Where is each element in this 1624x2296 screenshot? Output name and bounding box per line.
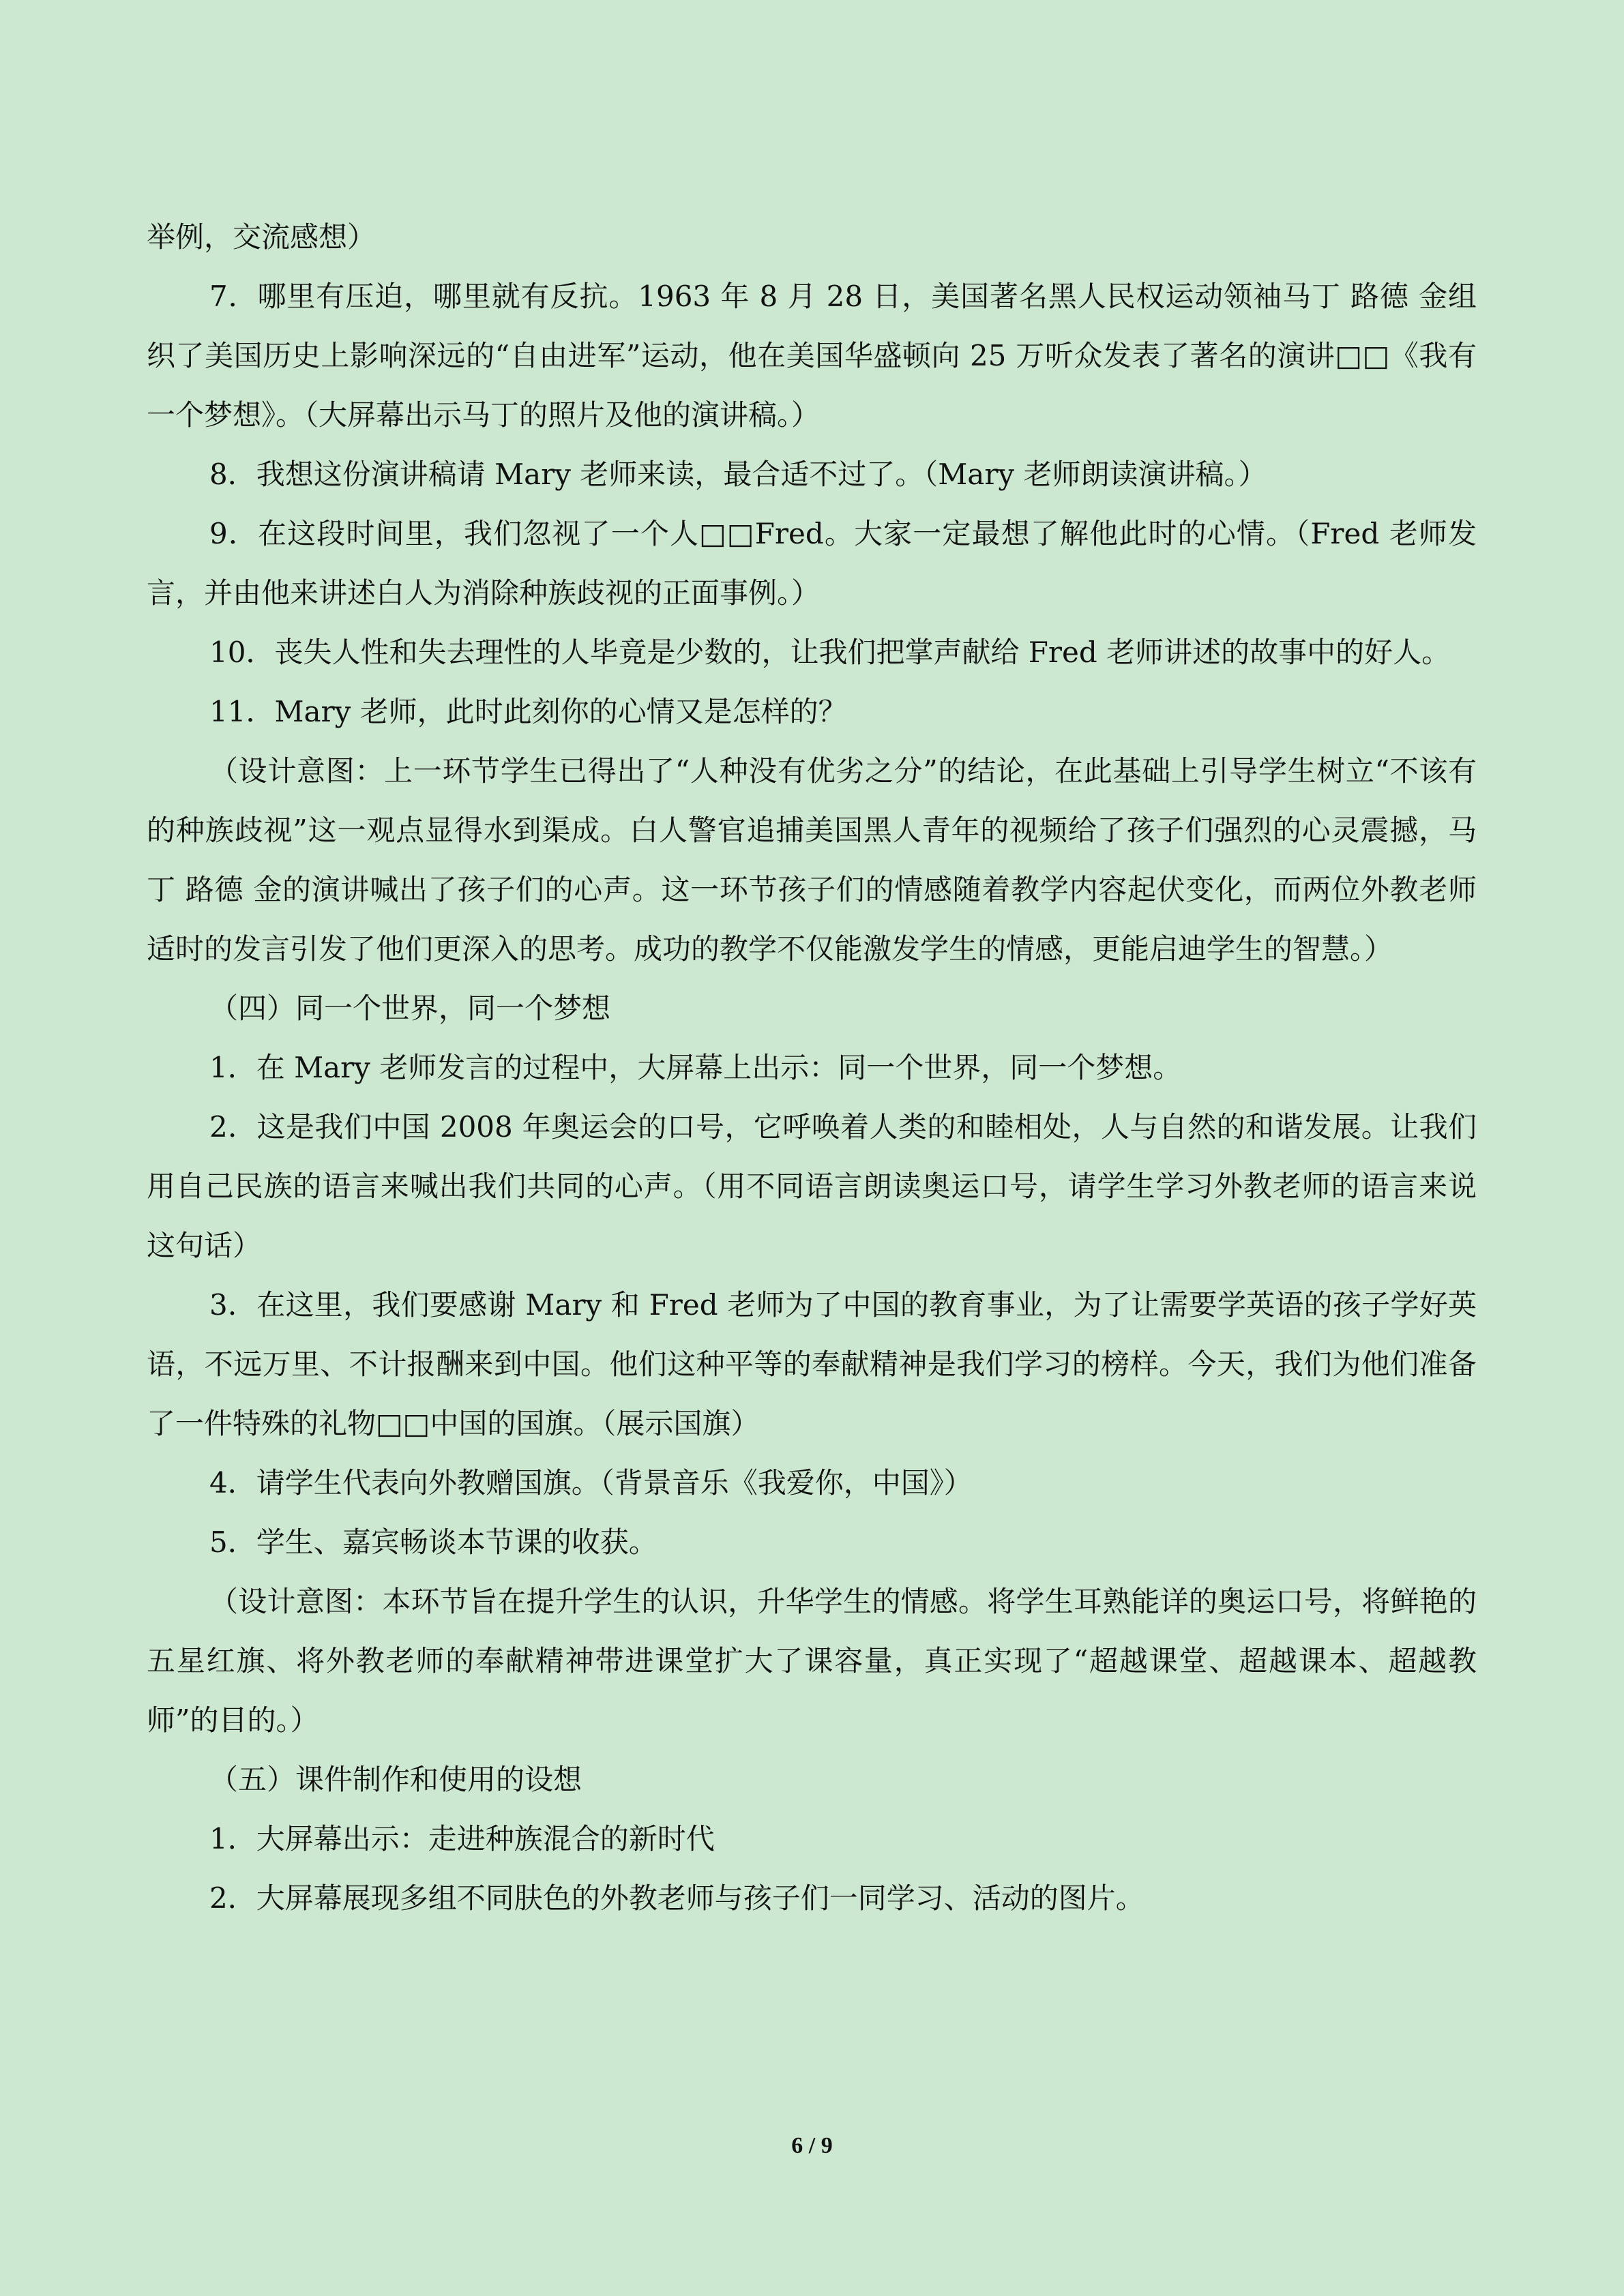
paragraph-item-1-screen-display: 1．大屏幕出示：走进种族混合的新时代 <box>209 1822 715 1855</box>
section-heading-4: （四）同一个世界，同一个梦想 <box>209 992 611 1025</box>
document-body <box>147 207 1477 1928</box>
paragraph-item-2-screen-images: 2．大屏幕展现多组不同肤色的外教老师与孩子们一同学习、活动的图片。 <box>209 1881 1145 1915</box>
paragraph-design-intent-3: （设计意图：上一环节学生已得出了“人种没有优劣之分”的结论，在此基础上引导学生树立“不该有的种族歧视”这一观点显得水到渠成。白人警官追捕美国黑人青年的视频给了孩子们强烈的心灵震撼，马丁 路德 金的演讲喊出了孩子们的心声。这一环节孩子们的情感随着教学内容起伏变化，而两位外教老师适时的发言引发了他们更深入的思考。成功的教学不仅能激发学生的情感，更能启迪学生的智慧。） <box>147 754 1477 966</box>
paragraph-item-7-martin-luther-king: 7．哪里有压迫，哪里就有反抗。1963 年 8 月 28 日，美国著名黑人民权运动领袖马丁 路德 金组织了美国历史上影响深远的“自由进军”运动，他在美国华盛顿向 25 万听众发表了著名的演讲□□《我有一个梦想》。（大屏幕出示马丁的照片及他的演讲稿。） <box>147 280 1477 432</box>
paragraph-item-10-applause: 10．丧失人性和失去理性的人毕竟是少数的，让我们把掌声献给 Fred 老师讲述的故事中的好人。 <box>209 636 1451 669</box>
paragraph-item-9-fred: 9．在这段时间里，我们忽视了一个人□□Fred。大家一定最想了解他此时的心情。（Fred 老师发言，并由他来讲述白人为消除种族歧视的正面事例。） <box>147 517 1477 610</box>
paragraph-intro-continuation: 举例，交流感想） <box>147 220 377 254</box>
paragraph-item-2-olympic-slogan: 2．这是我们中国 2008 年奥运会的口号，它呼唤着人类的和睦相处，人与自然的和谐发展。让我们用自己民族的语言来喊出我们共同的心声。（用不同语言朗读奥运口号，请学生学习外教老师的语言来说这句话） <box>147 1110 1477 1262</box>
paragraph-item-3-gift: 3．在这里，我们要感谢 Mary 和 Fred 老师为了中国的教育事业，为了让需要学英语的孩子学好英语，不远万里、不计报酬来到中国。他们这种平等的奉献精神是我们学习的榜样。今天，我们为他们准备了一件特殊的礼物□□中国的国旗。（展示国旗） <box>147 1288 1477 1440</box>
page-number: 6 / 9 <box>791 2133 833 2158</box>
paragraph-item-5-reflection: 5．学生、嘉宾畅谈本节课的收获。 <box>209 1525 658 1559</box>
paragraph-item-4-flag: 4．请学生代表向外教赠国旗。（背景音乐《我爱你，中国》） <box>209 1466 973 1500</box>
paragraph-design-intent-4: （设计意图：本环节旨在提升学生的认识，升华学生的情感。将学生耳熟能详的奥运口号，将鲜艳的五星红旗、将外教老师的奉献精神带进课堂扩大了课容量，真正实现了“超越课堂、超越课本、超越教师”的目的。） <box>147 1585 1477 1737</box>
paragraph-item-1-slogan-display: 1．在 Mary 老师发言的过程中，大屏幕上出示：同一个世界，同一个梦想。 <box>209 1051 1182 1084</box>
paragraph-item-8-mary-reads: 8．我想这份演讲稿请 Mary 老师来读，最合适不过了。（Mary 老师朗读演讲稿。） <box>209 458 1267 491</box>
paragraph-item-11-mary-feelings: 11．Mary 老师，此时此刻你的心情又是怎样的？ <box>209 695 847 728</box>
section-heading-5: （五）课件制作和使用的设想 <box>209 1763 582 1796</box>
